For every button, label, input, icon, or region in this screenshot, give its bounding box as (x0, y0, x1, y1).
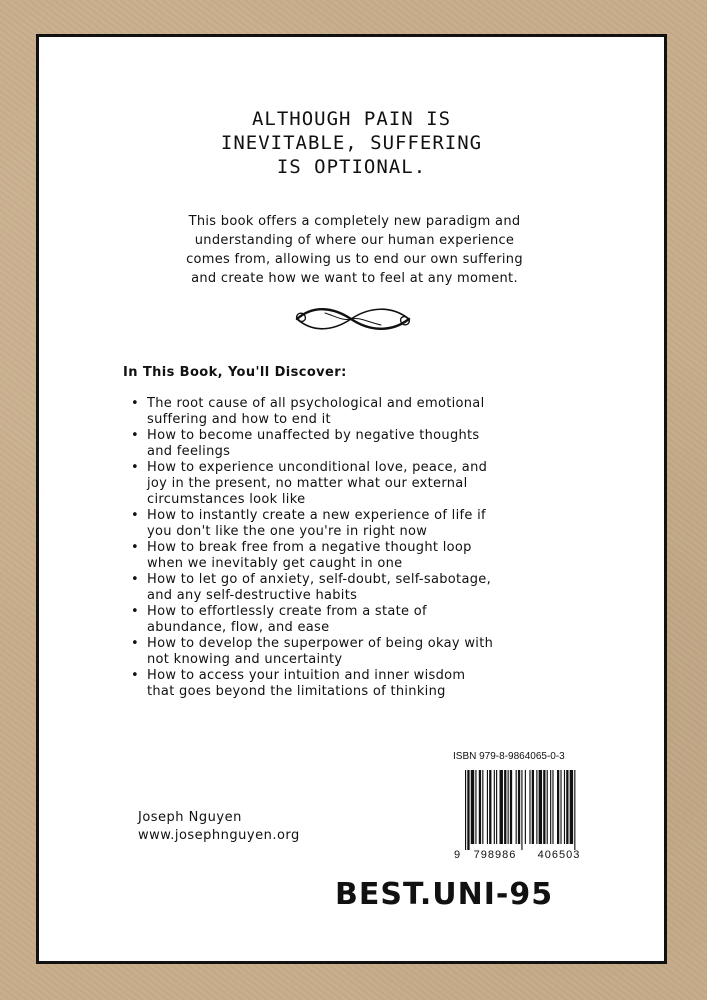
intro-line: and create how we want to feel at any moment. (191, 271, 518, 286)
barcode-bar (529, 770, 530, 844)
barcode-bar (574, 770, 575, 850)
barcode-bar (494, 770, 495, 844)
discover-item-line: when we inevitably get caught in one (147, 556, 403, 571)
barcode-bar (550, 770, 551, 844)
intro-line: comes from, allowing us to end our own suffering (186, 252, 523, 267)
barcode-bar (547, 770, 548, 844)
discover-list (129, 396, 589, 700)
discover-item-line: How to instantly create a new experience of life if (147, 508, 486, 523)
discover-list-item (129, 636, 589, 668)
overlay-watermark-text: BEST.UNI-95 (335, 877, 554, 912)
discover-list-item (129, 604, 589, 636)
discover-list-item (129, 508, 589, 540)
discover-item-line: How to effortlessly create from a state of (147, 604, 427, 619)
discover-item-line: The root cause of all psychological and emotional (147, 396, 485, 411)
barcode-digit-group: 798986 (473, 849, 517, 861)
barcode-bar (500, 770, 503, 844)
barcode-digit-group: 406503 (537, 849, 581, 861)
flourish-ornament-icon (291, 301, 415, 337)
barcode-bar (467, 770, 469, 850)
discover-item-line: How to develop the superpower of being okay with (147, 636, 494, 651)
barcode-bar (482, 770, 483, 844)
discover-item-line: How to let go of anxiety, self-doubt, self-sabotage, (147, 572, 492, 587)
headline-line: INEVITABLE, SUFFERING (220, 132, 483, 154)
barcode-bar (566, 770, 568, 844)
barcode-bar (475, 770, 476, 844)
isbn-label: ISBN 979-8-9864065-0-3 (453, 751, 565, 762)
barcode-bar (536, 770, 537, 844)
discover-item-line: abundance, flow, and ease (147, 620, 330, 635)
barcode-bar (560, 770, 561, 844)
barcode-bar (508, 770, 509, 844)
discover-item-line: that goes beyond the limitations of thinking (147, 684, 446, 699)
author-website: www.josephnguyen.org (138, 828, 300, 843)
intro-line: understanding of where our human experience (194, 233, 515, 248)
discover-list-item (129, 396, 589, 428)
barcode-bar (496, 770, 497, 844)
isbn-barcode (451, 766, 601, 862)
barcode-bar (465, 770, 466, 850)
barcode-bar (518, 770, 520, 844)
discover-item-line: circumstances look like (147, 492, 306, 507)
barcode-bar (521, 770, 522, 850)
barcode-bar (570, 770, 573, 844)
barcode-bar (532, 770, 534, 844)
discover-heading: In This Book, You'll Discover: (123, 365, 347, 380)
discover-item-line: How to break free from a negative thought loop (147, 540, 472, 555)
headline-line: IS OPTIONAL. (276, 156, 427, 178)
intro-line: This book offers a completely new paradigm and (188, 214, 521, 229)
barcode-digit-lead: 9 (454, 849, 461, 861)
barcode-bar (504, 770, 506, 844)
barcode-bar (516, 770, 517, 844)
barcode-bar (510, 770, 512, 844)
discover-item-line: How to experience unconditional love, peace, and (147, 460, 488, 475)
headline (39, 107, 664, 179)
barcode-bar (479, 770, 481, 844)
headline-line: ALTHOUGH PAIN IS (251, 108, 452, 130)
barcode-bar (471, 770, 474, 844)
discover-item-line: not knowing and uncertainty (147, 652, 343, 667)
discover-list-item (129, 668, 589, 700)
discover-item-line: suffering and how to end it (147, 412, 331, 427)
barcode-bar (525, 770, 526, 844)
barcode-bar (487, 770, 488, 844)
author-name: Joseph Nguyen (138, 810, 242, 825)
discover-item-line: How to access your intuition and inner wisdom (147, 668, 466, 683)
barcode-bar (539, 770, 542, 844)
discover-item-line: and feelings (147, 444, 231, 459)
barcode-bar (564, 770, 565, 844)
intro-paragraph (119, 212, 590, 288)
back-cover-panel (36, 34, 667, 964)
discover-list-item (129, 428, 589, 460)
barcode-bar (489, 770, 491, 844)
discover-list-item (129, 460, 589, 508)
barcode-bar (557, 770, 559, 844)
discover-item-line: How to become unaffected by negative thoughts (147, 428, 480, 443)
barcode-bar (543, 770, 545, 844)
barcode-bar (552, 770, 553, 844)
discover-item-line: joy in the present, no matter what our external (147, 476, 468, 491)
discover-item-line: you don't like the one you're in right now (147, 524, 428, 539)
discover-list-item (129, 540, 589, 572)
discover-item-line: and any self-destructive habits (147, 588, 358, 603)
discover-list-item (129, 572, 589, 604)
